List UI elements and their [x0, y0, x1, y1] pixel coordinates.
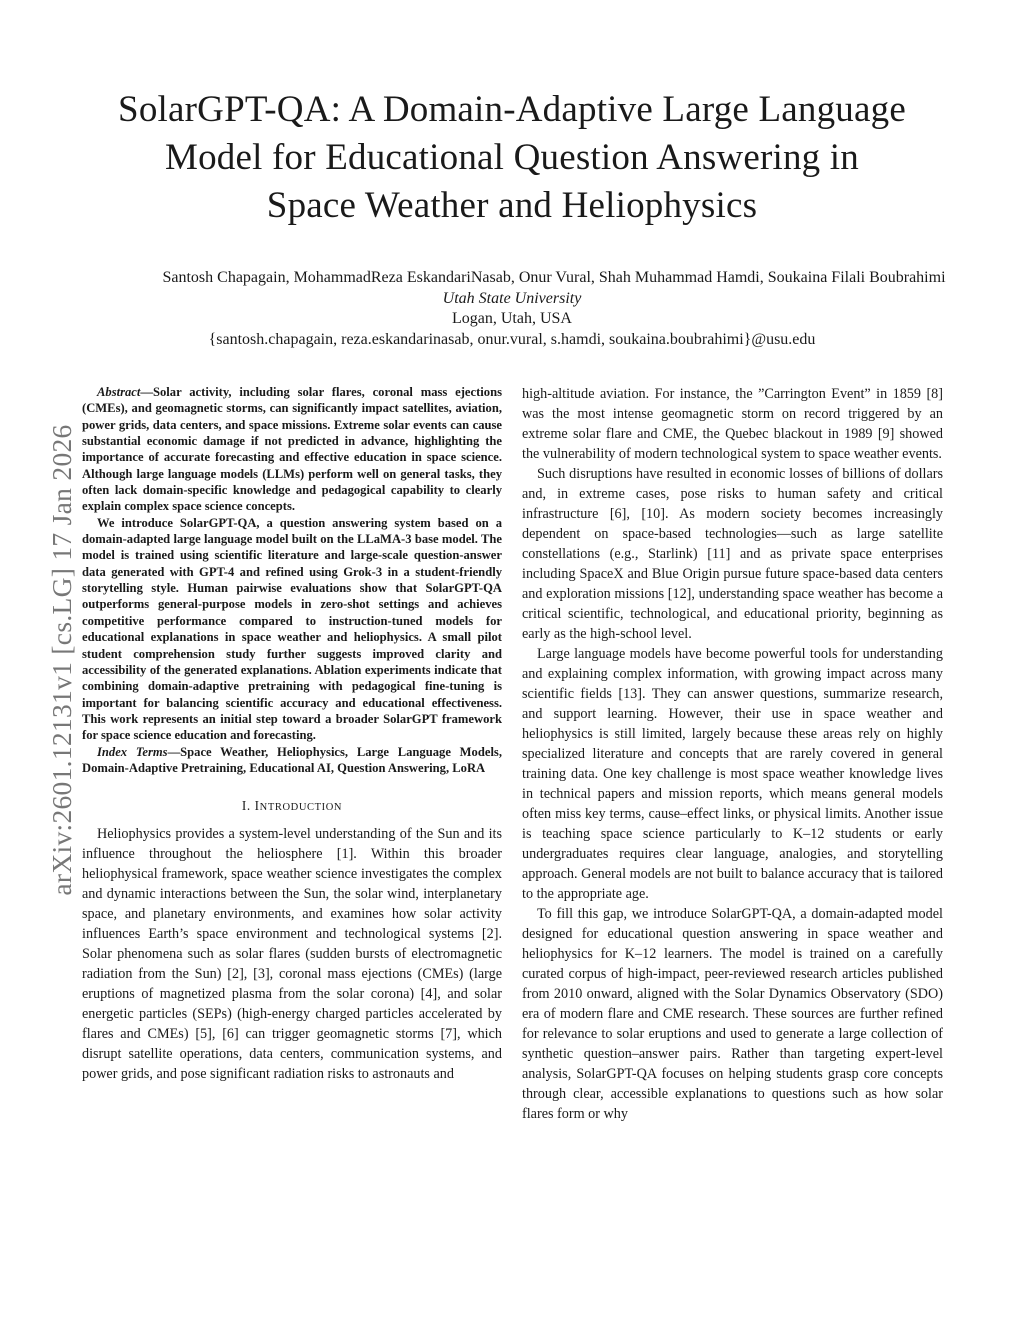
body-paragraph: Such disruptions have resulted in economic losses of billions of dollars and, in extreme cases, pose risks to human safety and critical infrastructure [6], [10]. As modern society becomes increasingly dependent on space-based technologies—such as large satellite constellations (e.g., Starlink) [11] and as private space enterprises including SpaceX and Blue Origin pursue future space-based data centers and exploration missions [12], understanding space weather has become a critical scientific, technological, and educational priority, beginning as early as the high-school level. [522, 466, 943, 642]
left-column [82, 384, 502, 1084]
section-heading-introduction [82, 798, 502, 814]
abstract-text: —Solar activity, including solar flares, coronal mass ejections (CMEs), and geomagnetic storms, can significantly impact satellites, aviation, power grids, data centers, and space missions. Extreme solar events can cause substantial economic damage if not predicted in advance, highlighting the importance of accurate forecasting and effective education in space science. Although large language models (LLMs) perform well on general tasks, they often lack domain-specific knowledge and pedagogical capability to clearly explain complex space science concepts. [82, 385, 502, 514]
author-block [0, 268, 1024, 350]
body-paragraph: high-altitude aviation. For instance, the ”Carrington Event” in 1859 [8] was the most intense geomagnetic storm on record triggered by an extreme solar flare and CME, the Quebec blackout in 1989 [9] showed the vulnerability of modern technological system to space weather events. [522, 386, 943, 462]
author-emails: {santosh.chapagain, reza.eskandarinasab, onur.vural, s.hamdi, soukaina.boubrahimi}@usu.edu [208, 330, 816, 348]
paper-title [40, 86, 984, 230]
affiliation: Utah State University [442, 289, 582, 307]
body-paragraph: Heliophysics provides a system-level understanding of the Sun and its influence throughout the heliosphere [1]. Within this broader heliophysical framework, space weather science investigates the complex and dynamic interactions between the Sun, the solar wind, interplanetary space, and planetary environments, and examines how solar activity influences Earth’s space environment and technological systems [2]. Solar phenomena such as solar flares (sudden bursts of electromagnetic radiation from the Sun) [2], [3], coronal mass ejections (CMEs) (large eruptions of magnetized plasma from the solar corona) [4], and solar energetic particles (SEPs) (high-energy charged particles accelerated by flares and CMEs) [5], [6] can trigger geomagnetic storms [7], which disrupt satellite operations, data centers, communication systems, and power grids, and pose significant radiation risks to astronauts and [82, 826, 502, 1083]
body-paragraph: To fill this gap, we introduce SolarGPT-QA, a domain-adapted model designed for educational question answering in space weather and heliophysics for K–12 learners. The model is trained on a carefully curated corpus of high-impact, peer-reviewed research articles published from 2010 onward, aligned with the Solar Dynamics Observatory (SDO) era of modern flare and CME research. These sources are further refined for relevance to solar eruptions and used to generate a large collection of synthetic question–answer pairs. Rather than targeting expert-level analysis, SolarGPT-QA focuses on helping students grasp core concepts through clear, accessible explanations to questions such as how solar flares form or why [522, 906, 943, 1122]
abstract-paragraph: We introduce SolarGPT-QA, a question answering system based on a domain-adapted large language model built on the LLaMA-3 base model. The model is trained using scientific literature and large-scale question-answer data generated with GPT-4 and refined using Grok-3 in a student-friendly storytelling style. Human pairwise evaluations show that SolarGPT-QA outperforms general-purpose models in zero-shot settings and achieves competitive performance compared to instruction-tuned models for educational explanations in space weather and heliophysics. A small pilot student comprehension study further suggests improved clarity and accessibility of the generated explanations. Ablation experiments indicate that combining domain-adaptive pretraining with pedagogical fine-tuning is important for balancing scientific accuracy and educational effectiveness. This work represents an initial step toward a broader SolarGPT framework for space science education and forecasting. [82, 515, 502, 743]
index-terms [82, 744, 502, 777]
section-initial: I [254, 798, 260, 814]
title-line: Space Weather and Heliophysics [266, 185, 758, 226]
section-rest: NTRODUCTION [259, 802, 343, 814]
index-terms-text: —Space Weather, Heliophysics, Large Language Models, Domain-Adaptive Pretraining, Educational AI, Question Answering, LoRA [82, 744, 502, 775]
arxiv-identifier: arXiv:2601.12131v1 [cs.LG] 17 Jan 2026 [46, 424, 77, 896]
author-names: Santosh Chapagain, MohammadReza EskandariNasab, Onur Vural, Shah Muhammad Hamdi, Soukaina Filali Boubrahimi [162, 269, 946, 286]
title-line: Model for Educational Question Answering in [164, 137, 859, 178]
body-paragraph: Large language models have become powerful tools for understanding and explaining complex information, with growing impact across many scientific fields [13]. They can answer questions, summarize research, and support learning. However, their use in space weather and heliophysics is still limited, largely because these areas rely on highly specialized literature and concepts that are rarely covered in general training data. One key challenge is most space weather knowledge lives in technical papers and mission reports, which means general models often miss key terms, cause–effect links, or physical limits. Another issue is teaching space science particularly to K–12 students or early undergraduates requires clear language, analogies, and storytelling approach. General models are not built to balance accuracy that is tailored to the appropriate age. [522, 646, 943, 902]
abstract-paragraph [82, 384, 502, 515]
title-line: SolarGPT-QA: A Domain-Adaptive Large Language [118, 89, 906, 130]
abstract-label: Abstract [97, 385, 141, 399]
location: Logan, Utah, USA [452, 310, 572, 327]
index-terms-label: Index Terms [97, 744, 168, 759]
right-column [522, 384, 943, 1124]
section-numeral: I. [241, 798, 251, 814]
